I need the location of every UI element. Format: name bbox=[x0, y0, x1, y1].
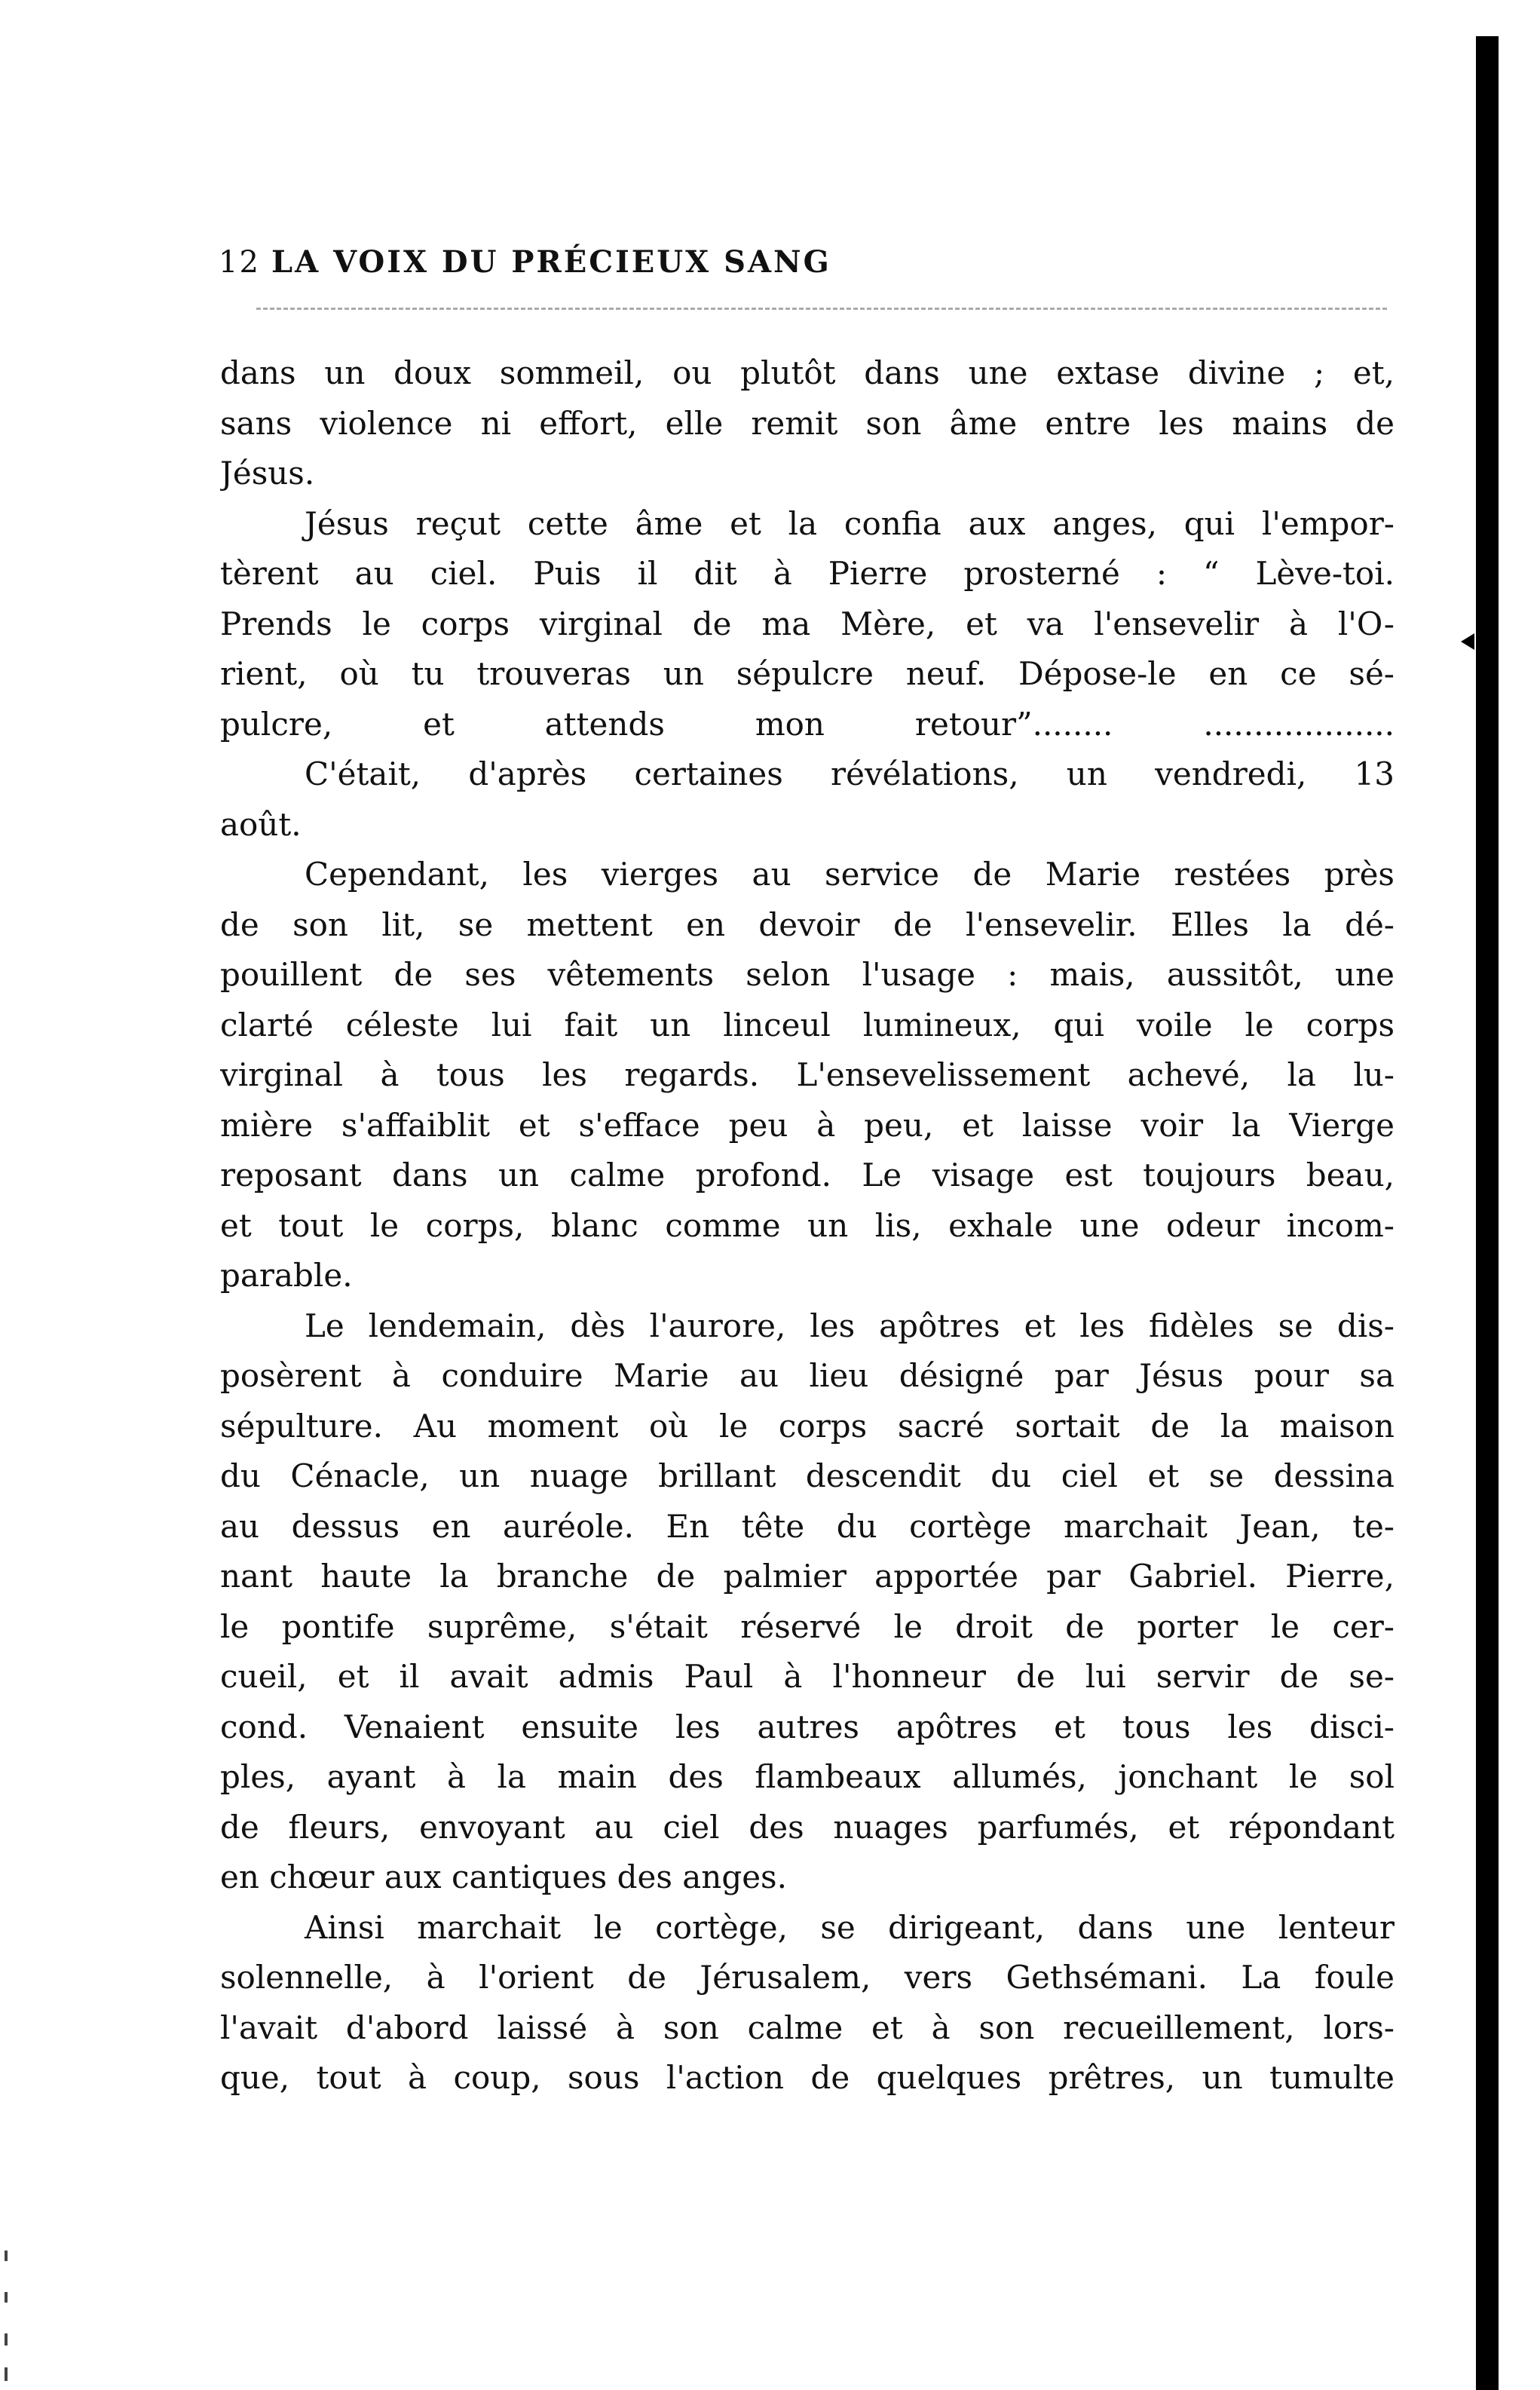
page-spine-shadow bbox=[1476, 36, 1499, 2390]
text-line: cond. Venaient ensuite les autres apôtres et tous les disci- bbox=[220, 1708, 1395, 1745]
text-line: sépulture. Au moment où le corps sacré sortait de la maison bbox=[220, 1407, 1395, 1445]
text-line: dans un doux sommeil, ou plutôt dans une extase divine ; et, bbox=[220, 354, 1395, 391]
text-line: cueil, et il avait admis Paul à l'honneur de lui servir de se- bbox=[220, 1658, 1395, 1695]
margin-mark bbox=[5, 2292, 8, 2303]
text-line: et tout le corps, blanc comme un lis, exhale une odeur incom- bbox=[220, 1206, 1395, 1244]
text-line: parable. bbox=[220, 1257, 353, 1294]
margin-mark bbox=[5, 2367, 8, 2381]
text-line: Jésus reçut cette âme et la confia aux anges, qui l'empor- bbox=[305, 504, 1395, 542]
running-head bbox=[219, 240, 1395, 285]
text-line: du Cénacle, un nuage brillant descendit du ciel et se dessina bbox=[220, 1457, 1395, 1494]
text-line: tèrent au ciel. Puis il dit à Pierre prosterné : “ Lève-toi. bbox=[220, 555, 1395, 592]
text-line: ples, ayant à la main des flambeaux allumés, jonchant le sol bbox=[220, 1758, 1395, 1795]
text-line: Le lendemain, dès l'aurore, les apôtres et les fidèles se dis- bbox=[305, 1307, 1395, 1344]
text-line: Cependant, les vierges au service de Marie restées près bbox=[305, 856, 1395, 893]
text-line: pouillent de ses vêtements selon l'usage : mais, aussitôt, une bbox=[220, 956, 1395, 993]
text-line: Prends le corps virginal de ma Mère, et va l'ensevelir à l'O- bbox=[220, 605, 1395, 642]
text-line: le pontife suprême, s'était réservé le droit de porter le cer- bbox=[220, 1607, 1395, 1645]
text-line: que, tout à coup, sous l'action de quelques prêtres, un tumulte bbox=[220, 2059, 1395, 2096]
header-rule bbox=[256, 308, 1387, 313]
text-line: nant haute la branche de palmier apportée par Gabriel. Pierre, bbox=[220, 1558, 1395, 1595]
text-line: Jésus. bbox=[220, 455, 315, 492]
spine-notch bbox=[1461, 633, 1474, 650]
text-line: Ainsi marchait le cortège, se dirigeant, dans une lenteur bbox=[305, 1908, 1395, 1946]
text-line: mière s'affaiblit et s'efface peu à peu, et laisse voir la Vierge bbox=[220, 1106, 1395, 1144]
text-line: reposant dans un calme profond. Le visage est toujours beau, bbox=[220, 1157, 1395, 1193]
margin-mark bbox=[5, 2333, 8, 2346]
text-line: sans violence ni effort, elle remit son âme entre les mains de bbox=[220, 404, 1395, 442]
text-line: en chœur aux cantiques des anges. bbox=[220, 1858, 787, 1895]
margin-mark bbox=[5, 2251, 8, 2261]
text-line: rient, où tu trouveras un sépulcre neuf. Dépose-le en ce sé- bbox=[220, 655, 1395, 692]
text-line: août. bbox=[220, 805, 302, 843]
text-line: de fleurs, envoyant au ciel des nuages parfumés, et répondant bbox=[220, 1808, 1395, 1846]
page-number: 12 bbox=[219, 245, 260, 280]
text-line: virginal à tous les regards. L'ensevelissement achevé, la lu- bbox=[220, 1056, 1395, 1093]
text-line: l'avait d'abord laissé à son calme et à son recueillement, lors- bbox=[220, 2009, 1395, 2046]
text-line: C'était, d'après certaines révélations, un vendredi, 13 bbox=[305, 755, 1395, 792]
body-text bbox=[220, 348, 1395, 2104]
text-line: solennelle, à l'orient de Jérusalem, vers Gethsémani. La foule bbox=[220, 1959, 1395, 1996]
text-line: au dessus en auréole. En tête du cortège marchait Jean, te- bbox=[220, 1507, 1395, 1545]
text-line: pulcre, et attends mon retour”........ ................... bbox=[220, 705, 1395, 743]
text-line: posèrent à conduire Marie au lieu désigné par Jésus pour sa bbox=[220, 1357, 1395, 1394]
running-title: LA VOIX DU PRÉCIEUX SANG bbox=[271, 244, 831, 280]
text-line: de son lit, se mettent en devoir de l'ensevelir. Elles la dé- bbox=[220, 905, 1395, 943]
text-line: clarté céleste lui fait un linceul lumineux, qui voile le corps bbox=[220, 1006, 1395, 1043]
